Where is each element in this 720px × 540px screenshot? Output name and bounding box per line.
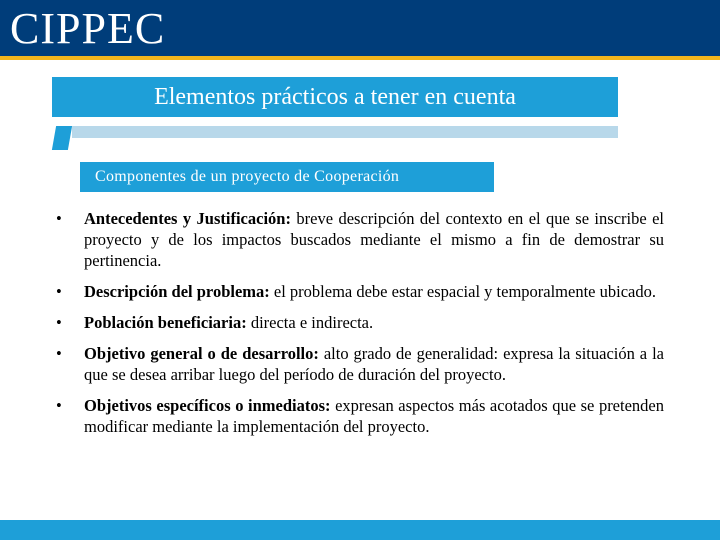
bullet-text: expresan aspectos más acotados que se pretenden modificar mediante la implementación del proyecto. bbox=[84, 396, 664, 436]
accent-line bbox=[72, 126, 618, 138]
bullet-dot: • bbox=[56, 313, 62, 332]
accent-shape bbox=[52, 126, 72, 150]
list-item bbox=[54, 312, 664, 333]
bullet-list bbox=[54, 208, 664, 447]
bullet-text: alto grado de generalidad: expresa la situación a la que se desea arribar luego del período de duración del proyecto. bbox=[84, 344, 664, 384]
bullet-text: el problema debe estar espacial y temporalmente ubicado. bbox=[269, 282, 656, 301]
bullet-term: Objetivo general o de desarrollo: bbox=[84, 344, 319, 363]
bullet-text: breve descripción del contexto en el que se inscribe el proyecto y de los impactos buscados mediante el mismo a fin de demostrar su pertinencia. bbox=[84, 209, 664, 270]
list-item bbox=[54, 208, 664, 271]
bullet-term: Objetivos específicos o inmediatos: bbox=[84, 396, 331, 415]
bullet-term: Descripción del problema: bbox=[84, 282, 270, 301]
bullet-dot: • bbox=[56, 209, 62, 228]
bullet-dot: • bbox=[56, 282, 62, 301]
bullet-term: Población beneficiaria: bbox=[84, 313, 247, 332]
cippec-logo: CIPPEC bbox=[10, 4, 166, 53]
bullet-text: directa e indirecta. bbox=[246, 313, 374, 332]
list-item bbox=[54, 395, 664, 437]
list-item bbox=[54, 343, 664, 385]
footer-bar bbox=[0, 520, 720, 540]
list-item bbox=[54, 281, 664, 302]
bullet-term: Antecedentes y Justificación: bbox=[84, 209, 291, 228]
slide-title: Elementos prácticos a tener en cuenta bbox=[52, 77, 618, 117]
bullet-dot: • bbox=[56, 396, 62, 415]
header-bar bbox=[0, 0, 720, 56]
header-stripe bbox=[0, 56, 720, 60]
slide-subtitle: Componentes de un proyecto de Cooperación bbox=[80, 162, 494, 192]
bullet-dot: • bbox=[56, 344, 62, 363]
